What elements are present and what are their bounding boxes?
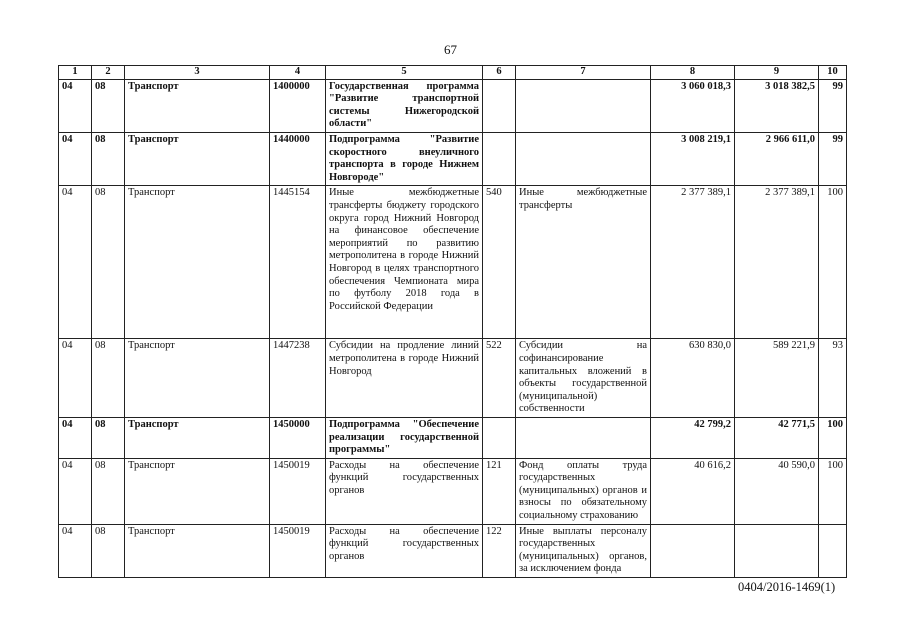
table-row bbox=[59, 132, 847, 185]
section-name-cell: Транспорт bbox=[125, 132, 270, 185]
expense-type-cell: 522 bbox=[483, 339, 516, 418]
target-name-cell: Расходы на обеспечение функций государственных органов bbox=[326, 458, 483, 524]
actual-amount-cell: 3 018 382,5 bbox=[735, 79, 819, 132]
target-code-cell: 1400000 bbox=[270, 79, 326, 132]
expense-type-cell bbox=[483, 132, 516, 185]
budget-table bbox=[58, 65, 847, 578]
expense-type-cell: 121 bbox=[483, 458, 516, 524]
actual-amount-cell: 2 377 389,1 bbox=[735, 186, 819, 339]
subsection-cell: 08 bbox=[92, 339, 125, 418]
expense-name-cell: Субсидии на софинансирование капитальных вложений в объекты государственной (муниципальной) собственности bbox=[516, 339, 651, 418]
actual-amount-cell: 2 966 611,0 bbox=[735, 132, 819, 185]
percent-cell: 99 bbox=[819, 132, 847, 185]
planned-amount-cell: 3 008 219,1 bbox=[651, 132, 735, 185]
section-name-cell: Транспорт bbox=[125, 458, 270, 524]
section-cell: 04 bbox=[59, 186, 92, 339]
col-header: 6 bbox=[483, 66, 516, 80]
expense-name-cell: Иные выплаты персоналу государственных (муниципальных) органов, за исключением фонда bbox=[516, 524, 651, 577]
expense-type-cell: 540 bbox=[483, 186, 516, 339]
section-name-cell: Транспорт bbox=[125, 79, 270, 132]
planned-amount-cell: 42 799,2 bbox=[651, 417, 735, 458]
col-header: 1 bbox=[59, 66, 92, 80]
target-name-cell: Расходы на обеспечение функций государственных органов bbox=[326, 524, 483, 577]
section-name-cell: Транспорт bbox=[125, 339, 270, 418]
actual-amount-cell: 42 771,5 bbox=[735, 417, 819, 458]
percent-cell: 93 bbox=[819, 339, 847, 418]
target-name-cell: Подпрограмма "Обеспечение реализации государственной программы" bbox=[326, 417, 483, 458]
page-number: 67 bbox=[444, 42, 457, 57]
percent-cell: 100 bbox=[819, 417, 847, 458]
section-name-cell: Транспорт bbox=[125, 186, 270, 339]
table-row bbox=[59, 417, 847, 458]
section-cell: 04 bbox=[59, 339, 92, 418]
subsection-cell: 08 bbox=[92, 458, 125, 524]
section-cell: 04 bbox=[59, 458, 92, 524]
subsection-cell: 08 bbox=[92, 186, 125, 339]
percent-cell bbox=[819, 524, 847, 577]
target-code-cell: 1445154 bbox=[270, 186, 326, 339]
table-row bbox=[59, 524, 847, 577]
table-row bbox=[59, 458, 847, 524]
col-header: 10 bbox=[819, 66, 847, 80]
target-name-cell: Государственная программа "Развитие транспортной системы Нижегородской области" bbox=[326, 79, 483, 132]
target-name-cell: Иные межбюджетные трансферты бюджету городского округа город Нижний Новгород на финансовое обеспечение мероприятий по развитию метрополитена в городе Нижний Новгород в целях транспортного обеспечения Чемпионата мира по футболу 2018 года в Российской Федерации bbox=[326, 186, 483, 339]
target-code-cell: 1447238 bbox=[270, 339, 326, 418]
target-code-cell: 1440000 bbox=[270, 132, 326, 185]
subsection-cell: 08 bbox=[92, 524, 125, 577]
percent-cell: 99 bbox=[819, 79, 847, 132]
col-header: 2 bbox=[92, 66, 125, 80]
planned-amount-cell: 630 830,0 bbox=[651, 339, 735, 418]
subsection-cell: 08 bbox=[92, 79, 125, 132]
col-header: 9 bbox=[735, 66, 819, 80]
col-header: 5 bbox=[326, 66, 483, 80]
col-header: 7 bbox=[516, 66, 651, 80]
planned-amount-cell: 3 060 018,3 bbox=[651, 79, 735, 132]
col-header: 3 bbox=[125, 66, 270, 80]
target-name-cell: Подпрограмма "Развитие скоростного внеуличного транспорта в городе Нижнем Новгороде" bbox=[326, 132, 483, 185]
actual-amount-cell bbox=[735, 524, 819, 577]
actual-amount-cell: 40 590,0 bbox=[735, 458, 819, 524]
target-code-cell: 1450019 bbox=[270, 524, 326, 577]
section-cell: 04 bbox=[59, 79, 92, 132]
planned-amount-cell: 40 616,2 bbox=[651, 458, 735, 524]
section-cell: 04 bbox=[59, 417, 92, 458]
table-row bbox=[59, 79, 847, 132]
section-cell: 04 bbox=[59, 524, 92, 577]
expense-name-cell bbox=[516, 417, 651, 458]
percent-cell: 100 bbox=[819, 458, 847, 524]
expense-name-cell bbox=[516, 132, 651, 185]
section-name-cell: Транспорт bbox=[125, 417, 270, 458]
actual-amount-cell: 589 221,9 bbox=[735, 339, 819, 418]
expense-name-cell: Фонд оплаты труда государственных (муниципальных) органов и взносы по обязательному социальному страхованию bbox=[516, 458, 651, 524]
expense-type-cell bbox=[483, 417, 516, 458]
target-name-cell: Субсидии на продление линий метрополитена в городе Нижний Новгород bbox=[326, 339, 483, 418]
planned-amount-cell bbox=[651, 524, 735, 577]
planned-amount-cell: 2 377 389,1 bbox=[651, 186, 735, 339]
table-row bbox=[59, 339, 847, 418]
section-name-cell: Транспорт bbox=[125, 524, 270, 577]
expense-name-cell: Иные межбюджетные трансферты bbox=[516, 186, 651, 339]
expense-name-cell bbox=[516, 79, 651, 132]
target-code-cell: 1450019 bbox=[270, 458, 326, 524]
section-cell: 04 bbox=[59, 132, 92, 185]
subsection-cell: 08 bbox=[92, 132, 125, 185]
target-code-cell: 1450000 bbox=[270, 417, 326, 458]
col-header: 4 bbox=[270, 66, 326, 80]
expense-type-cell: 122 bbox=[483, 524, 516, 577]
expense-type-cell bbox=[483, 79, 516, 132]
header-row bbox=[59, 66, 847, 80]
percent-cell: 100 bbox=[819, 186, 847, 339]
subsection-cell: 08 bbox=[92, 417, 125, 458]
table-row bbox=[59, 186, 847, 339]
document-code: 0404/2016-1469(1) bbox=[738, 580, 836, 594]
col-header: 8 bbox=[651, 66, 735, 80]
